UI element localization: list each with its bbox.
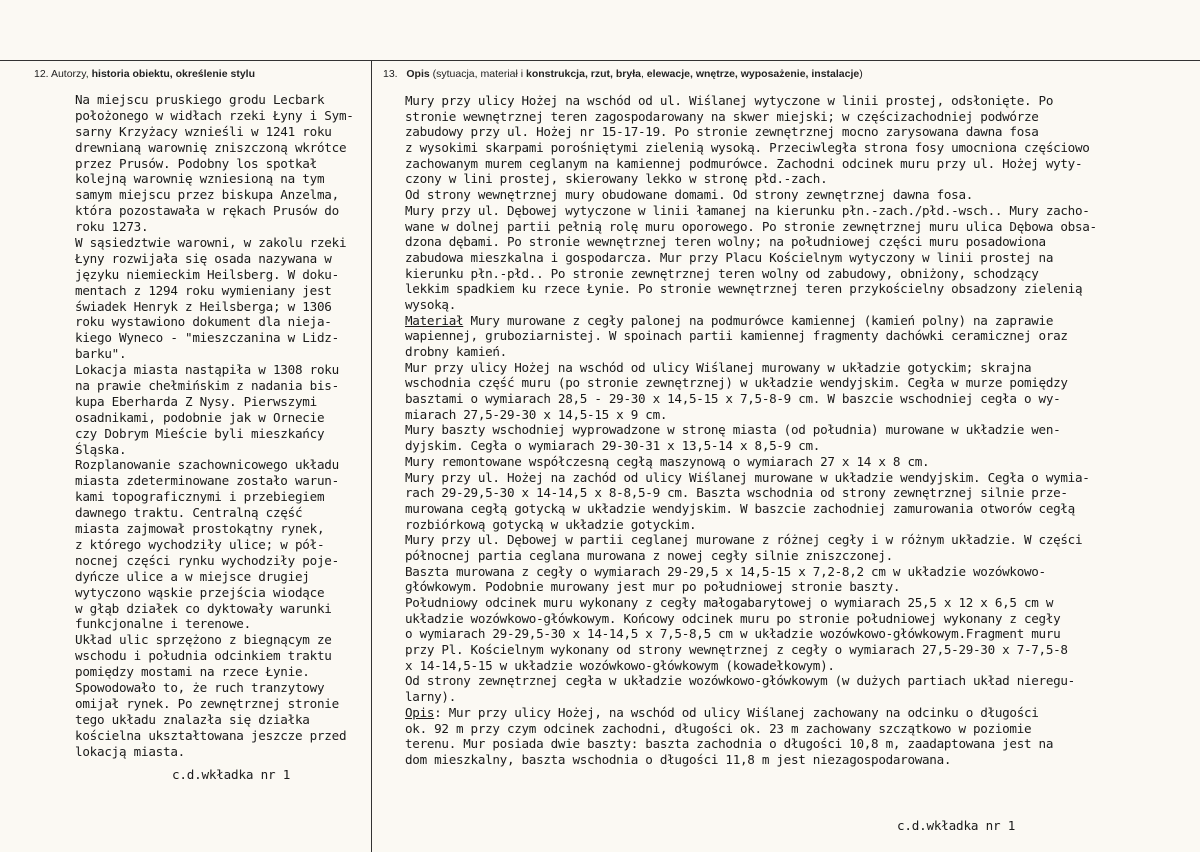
description-text-line: Od strony wewnętrznej mury obudowane domami. Od strony zewnętrznej dawna fosa. bbox=[405, 187, 974, 203]
history-text-line: osadnikami, podobnie jak w Ornecie bbox=[75, 409, 325, 425]
history-text-line: języku niemieckim Heilsberg. W doku- bbox=[75, 266, 339, 282]
section-label: Opis bbox=[405, 704, 435, 720]
description-text-line: kierunku płn.-płd.. Po stronie zewnętrznej teren wolny od zabudowy, obniżony, schodzący bbox=[405, 265, 1039, 281]
history-text-line: Rozplanowanie szachownicowego układu bbox=[75, 457, 339, 473]
description-text-line: Mury remontowane współczesną cegłą maszynową o wymiarach 27 x 14 x 8 cm. bbox=[405, 453, 930, 469]
description-text-line: rozbiórkową gotycką w układzie gotyckim. bbox=[405, 516, 697, 532]
history-text-line: dyńcze ulice a w miejsce drugiej bbox=[75, 568, 310, 584]
history-text-line: mentach z 1294 roku wymieniany jest bbox=[75, 282, 332, 298]
history-text-line: na prawie chełmińskim z nadania bis- bbox=[75, 378, 339, 394]
history-text-line: omijał rynek. Po zewnętrznej stronie bbox=[75, 695, 339, 711]
description-text-line: ok. 92 m przy czym odcinek zachodni, długości ok. 23 m zachowany szczątkowo w poziomie bbox=[405, 720, 1032, 736]
description-text-line: wapiennej, gruboziarnistej. W spoinach partii kamiennej fragmenty dachówki ceramicznej oraz bbox=[405, 328, 1068, 344]
history-text-line: samym miejscu przez biskupa Anzelma, bbox=[75, 187, 339, 203]
description-text-line: zabudowa mieszkalna i gospodarcza. Mur przy Placu Kościelnym wytyczony w linii prostej na bbox=[405, 249, 1054, 265]
top-rule bbox=[0, 60, 1200, 61]
description-text-line: Mury baszty wschodniej wyprowadzone w stronę miasta (od południa) murowane w układzie wen- bbox=[405, 422, 1061, 438]
section-13-label-sep: , bbox=[640, 68, 647, 80]
history-text-line: przez Prusów. Podobny los spotkał bbox=[75, 155, 317, 171]
description-text-line: czony w lini prostej, skierowany lekko w stronę płd.-zach. bbox=[405, 171, 828, 187]
description-text-line: Od strony zewnętrznej cegła w układzie wozówkowo-główkowym (w dużych partiach układ nieregu- bbox=[405, 673, 1075, 689]
history-text-line: Spowodowało to, że ruch tranzytowy bbox=[75, 679, 325, 695]
description-text-line: dzona dębami. Po stronie wewnętrznej teren wolny; na południowej części muru posadowiona bbox=[405, 234, 1046, 250]
description-text-line: dom mieszkalny, baszta wschodnia o długości 11,8 m jest niezagospodarowana. bbox=[405, 751, 952, 767]
description-text-line: miarach 27,5-29-30 x 14,5-15 x 9 cm. bbox=[405, 406, 668, 422]
history-text-column bbox=[75, 92, 365, 759]
description-text-line: przy Pl. Kościelnym wykonany od strony wewnętrznej z cegły o wymiarach 27,5-29-30 x 7-7,5-8 bbox=[405, 642, 1068, 658]
description-text-line: Mury przy ul. Dębowej wytyczone w linii łamanej na kierunku płn.-zach./płd.-wsch.. Mury zacho- bbox=[405, 202, 1090, 218]
description-text-line: wysoką. bbox=[405, 296, 456, 312]
description-text-line: z wysokimi skarpami porośniętymi zielenią wysoką. Przeciwległa strona fosy umocniona częściowo bbox=[405, 140, 1090, 156]
description-text-line: drobny kamień. bbox=[405, 344, 507, 359]
description-text-line: układzie wozówkowo-główkowym. Końcowy odcinek muru po stronie południowej wykonany z cegły bbox=[405, 610, 1061, 626]
history-text-line: funkcjonalne i terenowe. bbox=[75, 616, 251, 632]
section-label: Materiał bbox=[405, 312, 464, 328]
description-text-line: Mur przy ulicy Hożej na wschód od ulicy Wiślanej murowany w układzie gotyckim; skrajna bbox=[405, 359, 1032, 375]
history-text-line: lokacją miasta. bbox=[75, 743, 185, 759]
right-continuation-note: c.d.wkładka nr 1 bbox=[897, 818, 1016, 833]
description-text-line: północnej partia ceglana murowana z nowej cegły silnie zniszczonej. bbox=[405, 547, 893, 563]
description-text-line: lekkim spadkiem ku rzece Łynie. Po stronie wewnętrznej teren przykościelny obsadzony zielenią bbox=[405, 281, 1083, 297]
left-continuation-note: c.d.wkładka nr 1 bbox=[172, 767, 291, 782]
history-text-line: czy Dobrym Mieście byli mieszkańcy bbox=[75, 425, 325, 441]
description-text-line: Południowy odcinek muru wykonany z cegły małogabarytowej o wymiarach 25,5 x 12 x 6,5 cm w bbox=[405, 595, 1054, 610]
history-text-line: drewnianą warownię zniszczoną wkrótce bbox=[75, 139, 347, 155]
description-text-line: terenu. Mur posiada dwie baszty: baszta zachodnia o długości 10,8 m, zaadaptowana jest na bbox=[405, 736, 1054, 752]
history-text-line: roku 1273. bbox=[75, 219, 149, 235]
section-13-label-konstrukcja: konstrukcja, rzut, bryła bbox=[526, 68, 641, 80]
description-text-line: stronie wewnętrznej teren zagospodarowany na skwer miejski; w częścizachodniej podwórze bbox=[405, 108, 1039, 124]
description-text-line: larny). bbox=[405, 689, 456, 705]
description-text-line: Baszta murowana z cegły o wymiarach 29-29,5 x 14,5-15 x 7,2-8,2 cm w układzie wozówkowo- bbox=[405, 563, 1046, 579]
section-12-label-bold: historia obiektu, określenie stylu bbox=[91, 68, 255, 80]
description-text-line: o wymiarach 29-29,5-30 x 14-14,5 x 7,5-8,5 cm w układzie wozówkowo-główkowym.Fragment muru bbox=[405, 626, 1061, 642]
history-text-line: sarny Krzyżacy wznieśli w 1241 roku bbox=[75, 123, 332, 139]
history-text-line: miasta zajmował prostokątny rynek, bbox=[75, 521, 325, 537]
description-text-line: Materiał Mury murowane z cegły palonej na podmurówce kamiennej (kamień polny) na zaprawie bbox=[405, 312, 1054, 328]
section-12-header bbox=[34, 68, 255, 80]
description-text-line: dyjskim. Cegła o wymiarach 29-30-31 x 13,5-14 x 8,5-9 cm. bbox=[405, 438, 821, 454]
history-text-line: kiego Wyneco - "mieszczanina w Lidz- bbox=[75, 330, 339, 346]
column-divider bbox=[371, 60, 372, 852]
description-text-column bbox=[405, 93, 1190, 768]
history-text-line: Śląska. bbox=[75, 441, 127, 457]
section-12-number: 12. bbox=[34, 68, 49, 80]
section-13-label-mid: (sytuacja, materiał i bbox=[429, 68, 526, 80]
history-text-line: kami topograficznymi i przebiegiem bbox=[75, 489, 325, 505]
history-text-line: położonego w widłach rzeki Łyny i Sym- bbox=[75, 107, 354, 123]
history-text-line: w głąb działek co dyktowały warunki bbox=[75, 600, 332, 616]
description-text-line: basztami o wymiarach 28,5 - 29-30 x 14,5-15 x 7,5-8-9 cm. W baszcie wschodniej cegła o wy- bbox=[405, 391, 1061, 407]
history-text-line: kościelna ukształtowana jeszcze przed bbox=[75, 727, 347, 743]
section-13-header bbox=[383, 68, 863, 80]
description-text-line: wane w dolnej partii pełnią rolę muru oporowego. Po stronie zewnętrznej muru ulica Dębowa obsa- bbox=[405, 218, 1097, 234]
history-text-line: Łyny rozwijała się osada nazywana w bbox=[75, 250, 332, 266]
description-text-line: wschodnia część muru (po stronie zewnętrznej) w układzie wendyjskim. Cegła w murze pomiędzy bbox=[405, 375, 1068, 391]
description-text-line: zachowanym murem ceglanym na kamiennej podmurówce. Zachodni odcinek muru przy ul. Hożej wyty- bbox=[405, 155, 1083, 171]
description-text-line: zabudowy przy ul. Hożej nr 15-17-19. Po stronie zewnętrznej mocno zarysowana dawna fosa bbox=[405, 124, 1039, 140]
history-text-line: świadek Henryk z Heilsberga; w 1306 bbox=[75, 298, 332, 314]
history-text-line: Na miejscu pruskiego grodu Lecbark bbox=[75, 92, 325, 107]
description-text-line: Mury przy ul. Hożej na zachód od ulicy Wiślanej murowane w układzie wendyjskim. Cegła o wymia- bbox=[405, 469, 1090, 485]
history-text-line: tego układu znalazła się działka bbox=[75, 711, 310, 727]
history-text-line: wschodu i południa odcinkiem traktu bbox=[75, 648, 332, 664]
history-text-line: miasta zdeterminowane zostało warun- bbox=[75, 473, 339, 489]
description-text-line: x 14-14,5-15 w układzie wozówkowo-główkowym (kowadełkowym). bbox=[405, 657, 835, 673]
history-text-line: pomiędzy mostami na rzece Łynie. bbox=[75, 664, 310, 680]
section-13-label-elewacje: elewacje, wnętrze, wyposażenie, instalacje bbox=[646, 68, 860, 80]
history-text-line: roku wystawiono dokument dla niejа- bbox=[75, 314, 332, 330]
description-text-line: główkowym. Podobnie murowany jest mur po południowej stronie baszty. bbox=[405, 579, 901, 595]
history-text-line: dawnego traktu. Centralną część bbox=[75, 505, 303, 521]
section-13-label-opis: Opis bbox=[406, 68, 430, 80]
description-text-line: rach 29-29,5-30 x 14-14,5 x 8-8,5-9 cm. Baszta wschodnia od strony zewnętrznej silnie prze- bbox=[405, 485, 1068, 501]
history-text-line: Układ ulic sprzężono z biegnącym ze bbox=[75, 632, 332, 648]
description-text-line: Mury przy ulicy Hożej na wschód od ul. Wiślanej wytyczone w linii prostej, odsłonięte. Po bbox=[405, 93, 1054, 108]
history-text-line: Lokacja miasta nastąpiła w 1308 roku bbox=[75, 362, 339, 378]
history-text-line: nocnej części rynku wychodziły poje- bbox=[75, 552, 339, 568]
history-text-line: która pozostawała w rękach Prusów do bbox=[75, 203, 339, 219]
history-text-line: barku". bbox=[75, 346, 127, 362]
section-13-number: 13. bbox=[383, 68, 398, 80]
description-text-line: Mury przy ul. Dębowej w partii ceglanej murowane z różnej cegły i w różnym układzie. W części bbox=[405, 532, 1083, 548]
section-13-label-end: ) bbox=[859, 68, 863, 80]
history-text-line: W sąsiedztwie warowni, w zakolu rzeki bbox=[75, 235, 347, 251]
history-text-line: kupa Eberharda Z Nysy. Pierwszymi bbox=[75, 393, 317, 409]
history-text-line: wytyczono wąskie przejścia wiodące bbox=[75, 584, 325, 600]
section-12-label-plain: Autorzy, bbox=[48, 68, 92, 80]
history-text-line: z którego wychodziły ulice; w pół- bbox=[75, 536, 325, 552]
description-text-line: murowana cegłą gotycką w układzie wendyjskim. W baszcie zachodniej zamurowania otworów cegłą bbox=[405, 500, 1075, 516]
description-text-line: Opis: Mur przy ulicy Hożej, na wschód od ulicy Wiślanej zachowany na odcinku o długości bbox=[405, 704, 1039, 720]
history-text-line: kolejną warownię wzniesioną na tym bbox=[75, 171, 325, 187]
